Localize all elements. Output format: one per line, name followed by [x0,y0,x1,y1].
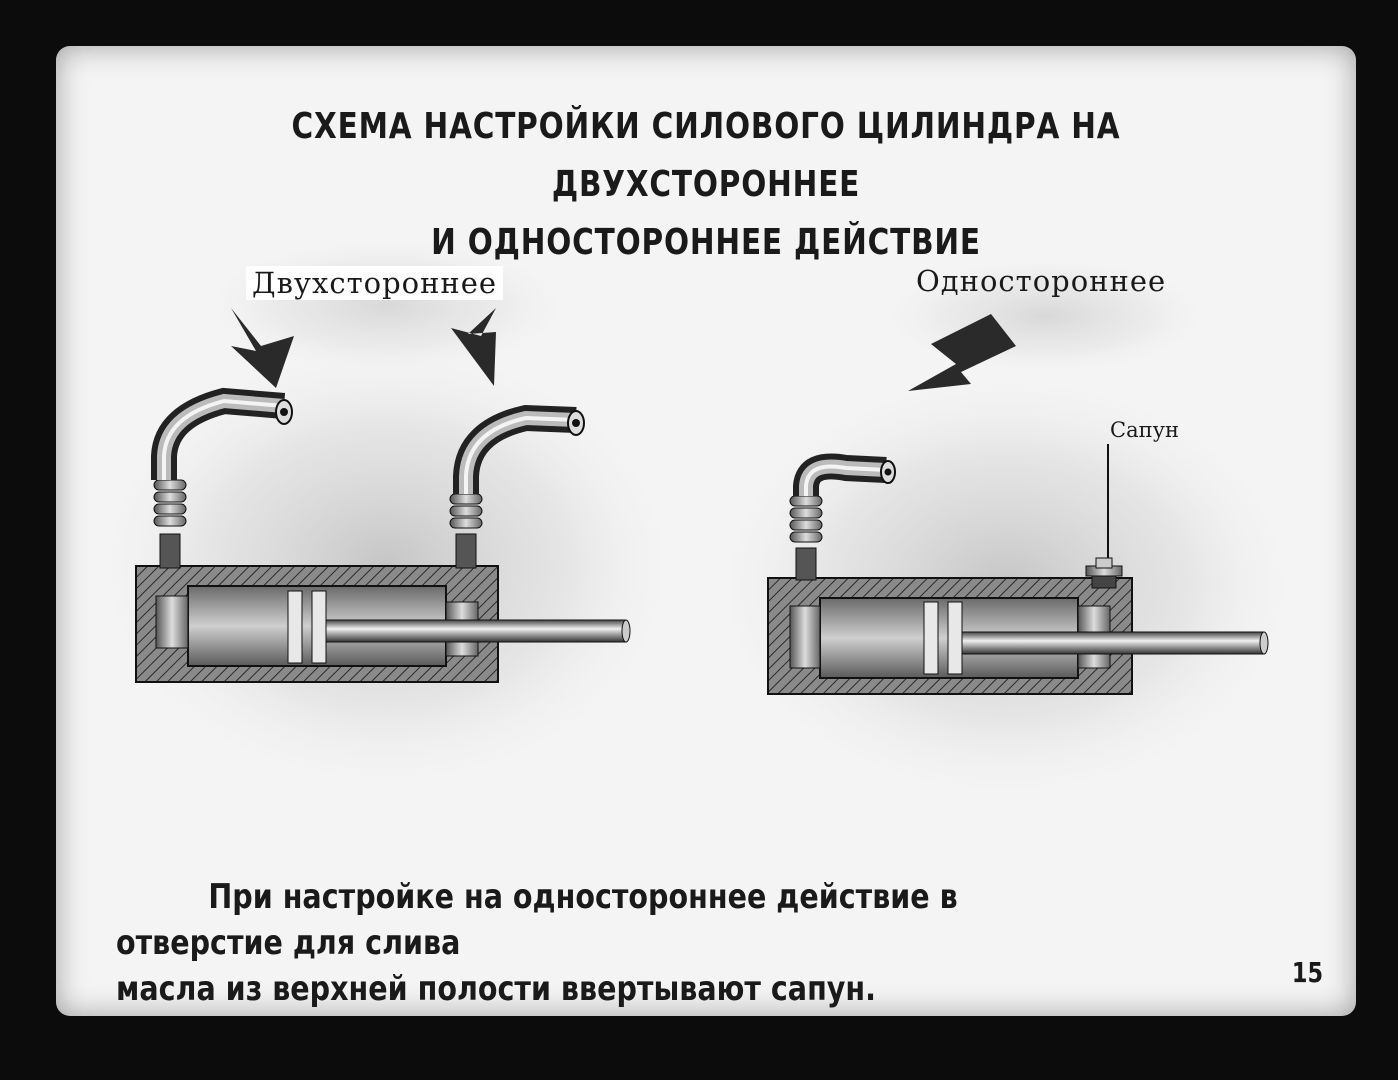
caption-line-1: При настройке на одностороннее действие в отверстие для слива [116,877,958,963]
title-line-2: И ОДНОСТОРОННЕЕ ДЕЙСТВИЕ [431,222,981,263]
double-acting-label: Двухстороннее [246,266,503,300]
slide [56,46,1356,1016]
breather-label: Сапун [1110,418,1179,442]
title-line-1: СХЕМА НАСТРОЙКИ СИЛОВОГО ЦИЛИНДРА НА ДВУХСТОРОННЕЕ [291,106,1121,205]
page-title [173,98,1239,272]
caption [116,874,1107,1012]
page-number: 15 [1291,956,1324,989]
caption-line-2: масла из верхней полости ввертывают сапун. [116,969,877,1009]
single-acting-label: Одностороннее [916,264,1167,298]
